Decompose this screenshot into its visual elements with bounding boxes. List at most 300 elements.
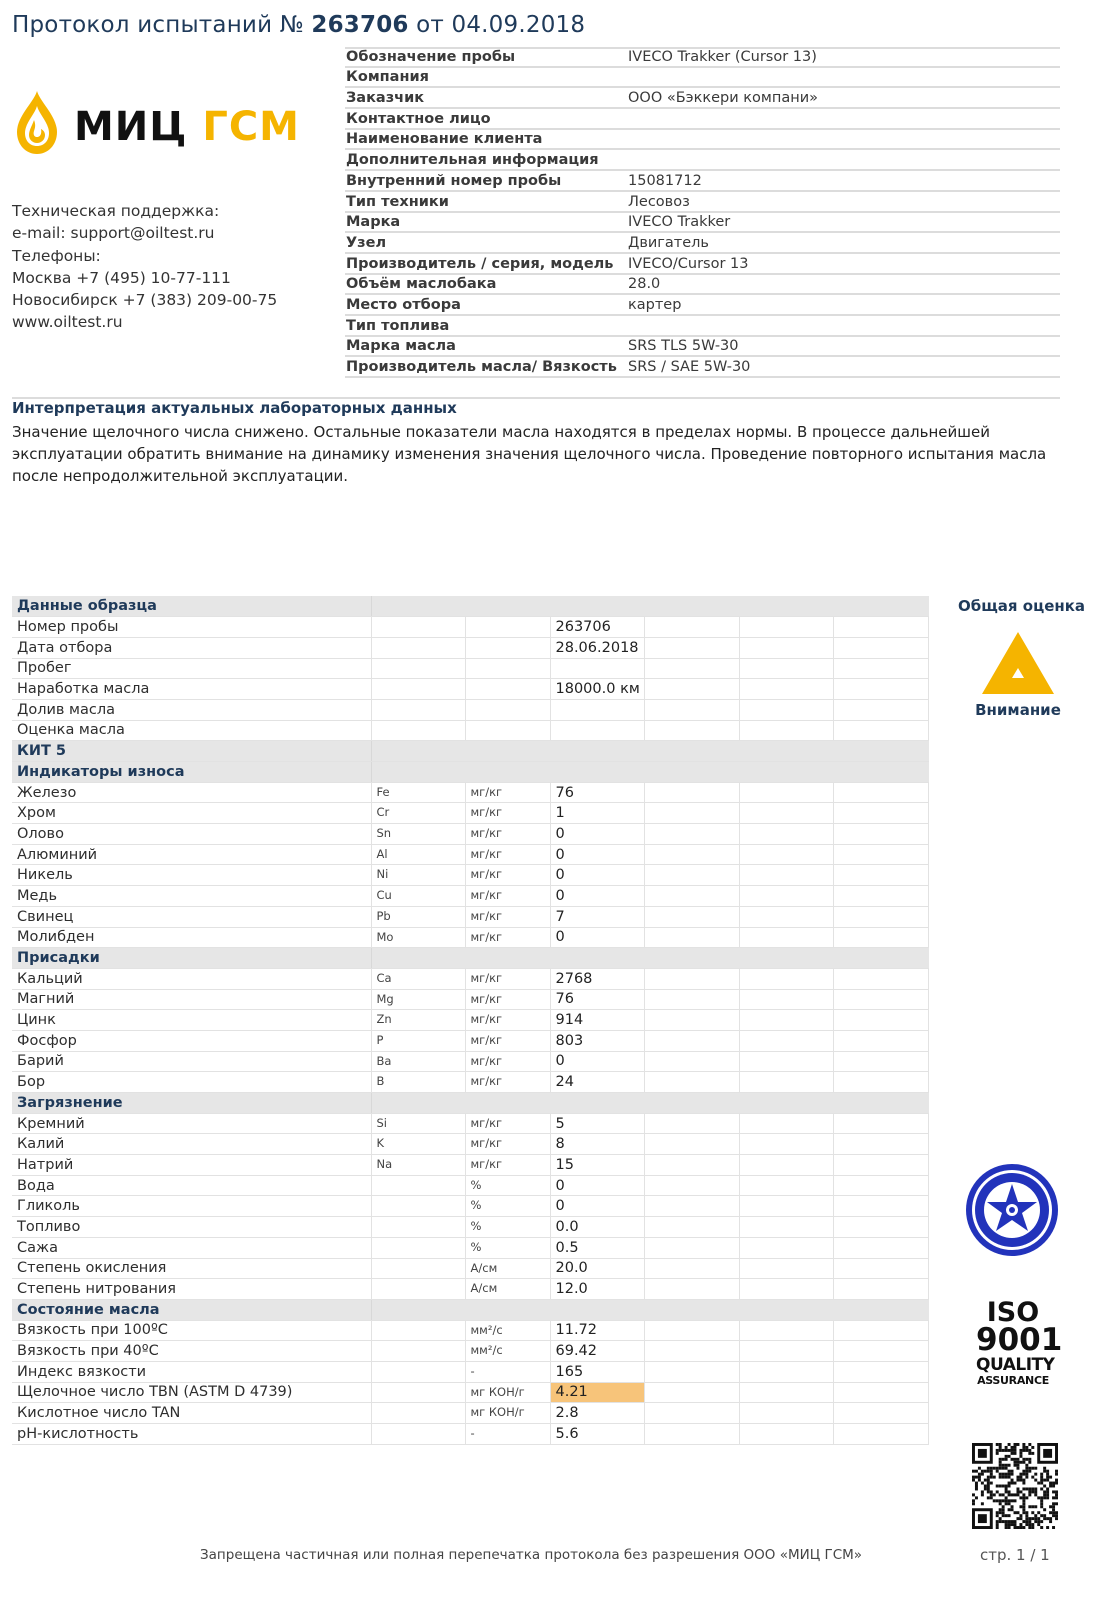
element-symbol [371,1320,465,1341]
empty-cell [739,1134,833,1155]
element-symbol: Mo [371,927,465,948]
empty-cell [833,1424,928,1445]
value-cell: 4.21 [550,1382,644,1403]
page-title: Протокол испытаний № 263706 от 04.09.2018 [12,12,586,38]
parameter-name: Кальций [12,968,371,989]
unit-cell: мг/кг [465,824,550,845]
overall-assessment-title: Общая оценка [958,597,1086,615]
parameter-name: Железо [12,782,371,803]
empty-cell [644,989,739,1010]
contact-line: Новосибирск +7 (383) 209-00-75 [12,291,278,310]
qr-code-icon [972,1443,1058,1529]
unit-cell: мг/кг [465,1072,550,1093]
element-symbol [371,617,465,638]
empty-cell [739,782,833,803]
empty-cell [833,948,928,969]
table-row [12,865,928,886]
section-header-row [12,596,928,617]
parameter-name: Степень нитрования [12,1279,371,1300]
empty-cell [833,989,928,1010]
element-symbol [371,1279,465,1300]
element-symbol: Ba [371,1051,465,1072]
table-row [12,699,928,720]
info-value: 15081712 [628,172,702,189]
empty-cell [833,1093,928,1114]
info-value: ООО «Бэккери компани» [628,90,819,107]
table-row [12,968,928,989]
empty-cell [644,699,739,720]
empty-cell [644,906,739,927]
parameter-name: Бор [12,1072,371,1093]
empty-cell [644,1113,739,1134]
empty-cell [644,844,739,865]
empty-cell [739,948,833,969]
element-symbol [371,1361,465,1382]
empty-cell [833,741,928,762]
empty-cell [833,927,928,948]
unit-cell: мг/кг [465,844,550,865]
empty-cell [739,1361,833,1382]
empty-cell [550,1093,644,1114]
empty-cell [739,1072,833,1093]
empty-cell [739,1217,833,1238]
empty-cell [739,699,833,720]
value-cell: 5 [550,1113,644,1134]
section-header-row [12,762,928,783]
table-row [12,1134,928,1155]
empty-cell [833,1341,928,1362]
empty-cell [644,948,739,969]
parameter-name: Магний [12,989,371,1010]
empty-cell [644,596,739,617]
contact-info [12,200,277,334]
empty-cell [644,1279,739,1300]
info-value: SRS TLS 5W-30 [628,338,739,355]
empty-cell [833,762,928,783]
empty-cell [371,596,465,617]
parameter-name: Дата отбора [12,637,371,658]
empty-cell [833,1382,928,1403]
element-symbol: P [371,1030,465,1051]
value-cell: 0.5 [550,1237,644,1258]
parameter-name: Индекс вязкости [12,1361,371,1382]
empty-cell [644,720,739,741]
element-symbol [371,699,465,720]
empty-cell [644,1237,739,1258]
element-symbol [371,1341,465,1362]
table-row [12,824,928,845]
unit-cell: мг/кг [465,927,550,948]
element-symbol [371,679,465,700]
unit-cell [465,637,550,658]
empty-cell [644,1196,739,1217]
empty-cell [833,679,928,700]
empty-cell [644,865,739,886]
table-row [12,1155,928,1176]
empty-cell [739,927,833,948]
empty-cell [550,948,644,969]
empty-cell [644,1051,739,1072]
element-symbol: K [371,1134,465,1155]
parameter-name: Номер пробы [12,617,371,638]
table-row [12,1258,928,1279]
parameter-name: Медь [12,886,371,907]
empty-cell [833,1279,928,1300]
value-cell: 11.72 [550,1320,644,1341]
parameter-name: Кислотное число TAN [12,1403,371,1424]
table-row [12,1072,928,1093]
unit-cell: мг/кг [465,803,550,824]
parameter-name: Вода [12,1175,371,1196]
unit-cell: мг КОН/г [465,1382,550,1403]
empty-cell [739,596,833,617]
certification-seal-icon [964,1162,1060,1258]
contact-line: www.oiltest.ru [12,313,123,332]
empty-cell [833,1010,928,1031]
empty-cell [644,658,739,679]
empty-cell [644,1361,739,1382]
empty-cell [739,1175,833,1196]
empty-cell [644,617,739,638]
unit-cell: - [465,1361,550,1382]
element-symbol [371,1424,465,1445]
empty-cell [644,1299,739,1320]
unit-cell: - [465,1424,550,1445]
info-label: Заказчик [346,90,425,107]
unit-cell: мг/кг [465,886,550,907]
unit-cell [465,699,550,720]
info-row [345,337,1060,358]
contact-line: Телефоны: [12,246,101,265]
parameter-name: Долив масла [12,699,371,720]
value-cell: 7 [550,906,644,927]
table-row [12,1341,928,1362]
value-cell: 8 [550,1134,644,1155]
page-number: стр. 1 / 1 [980,1546,1050,1564]
element-symbol [371,1175,465,1196]
table-row [12,989,928,1010]
empty-cell [833,968,928,989]
value-cell: 69.42 [550,1341,644,1362]
empty-cell [739,679,833,700]
table-row [12,1424,928,1445]
results-table [12,596,929,1445]
company-logo [12,88,312,158]
info-value: Двигатель [628,234,709,251]
empty-cell [739,1237,833,1258]
empty-cell [833,1030,928,1051]
unit-cell: А/см [465,1279,550,1300]
info-row [345,316,1060,337]
section-title: Индикаторы износа [12,762,371,783]
empty-cell [833,1134,928,1155]
element-symbol [371,1258,465,1279]
empty-cell [465,596,550,617]
element-symbol [371,1217,465,1238]
value-cell: 1 [550,803,644,824]
parameter-name: pH-кислотность [12,1424,371,1445]
value-cell: 28.06.2018 [550,637,644,658]
empty-cell [833,1051,928,1072]
empty-cell [833,824,928,845]
value-cell: 0 [550,927,644,948]
info-value: 28.0 [628,276,661,293]
unit-cell [465,617,550,638]
element-symbol [371,1196,465,1217]
empty-cell [739,886,833,907]
contact-line: Техническая поддержка: [12,202,220,220]
empty-cell [739,906,833,927]
empty-cell [739,1320,833,1341]
empty-cell [739,1403,833,1424]
info-value: IVECO Trakker [628,214,731,231]
table-row [12,1403,928,1424]
empty-cell [833,1258,928,1279]
info-label: Производитель / серия, модель [346,255,614,272]
info-row [345,192,1060,213]
value-cell: 0 [550,1051,644,1072]
value-cell: 18000.0 км [550,679,644,700]
info-value [628,334,1060,335]
empty-cell [833,1299,928,1320]
info-value [628,127,1060,128]
info-value [628,85,1060,86]
empty-cell [833,803,928,824]
parameter-name: Пробег [12,658,371,679]
logo-word-1: МИЦ [74,104,188,150]
table-row [12,1217,928,1238]
empty-cell [371,1093,465,1114]
empty-cell [833,865,928,886]
empty-cell [644,1382,739,1403]
info-row [345,275,1060,296]
info-row [345,171,1060,192]
section-title: КИТ 5 [12,741,371,762]
empty-cell [465,762,550,783]
info-value: Лесовоз [628,193,690,210]
empty-cell [644,741,739,762]
empty-cell [550,596,644,617]
info-label: Марка [346,214,401,231]
empty-cell [833,1113,928,1134]
info-row [345,233,1060,254]
value-cell [550,699,644,720]
table-row [12,617,928,638]
table-row [12,1237,928,1258]
unit-cell: мг/кг [465,865,550,886]
flame-drop-icon [12,88,62,158]
parameter-name: Алюминий [12,844,371,865]
empty-cell [739,1155,833,1176]
table-row [12,1279,928,1300]
empty-cell [739,658,833,679]
logo-word-2: ГСМ [202,104,300,150]
empty-cell [833,658,928,679]
section-header-row [12,948,928,969]
unit-cell [465,720,550,741]
unit-cell: мг/кг [465,1134,550,1155]
empty-cell [739,1279,833,1300]
empty-cell [644,762,739,783]
empty-cell [739,989,833,1010]
empty-cell [739,1341,833,1362]
empty-cell [644,1072,739,1093]
element-symbol: Si [371,1113,465,1134]
element-symbol: Ni [371,865,465,886]
empty-cell [833,1175,928,1196]
empty-cell [739,968,833,989]
empty-cell [739,803,833,824]
element-symbol [371,1382,465,1403]
empty-cell [644,679,739,700]
contact-line: e-mail: support@oiltest.ru [12,224,215,243]
unit-cell [465,658,550,679]
warning-triangle-icon [980,630,1056,696]
element-symbol: Sn [371,824,465,845]
info-value: IVECO Trakker (Cursor 13) [628,48,817,65]
empty-cell [644,1424,739,1445]
empty-cell [739,1382,833,1403]
value-cell: 24 [550,1072,644,1093]
empty-cell [465,741,550,762]
empty-cell [833,1072,928,1093]
unit-cell: мг/кг [465,1030,550,1051]
value-cell: 0.0 [550,1217,644,1238]
info-row [345,130,1060,151]
value-cell: 914 [550,1010,644,1031]
table-row [12,1196,928,1217]
empty-cell [371,948,465,969]
empty-cell [371,762,465,783]
empty-cell [644,1134,739,1155]
empty-cell [465,1093,550,1114]
table-row [12,720,928,741]
contact-line: Москва +7 (495) 10-77-111 [12,268,231,287]
parameter-name: Олово [12,824,371,845]
element-symbol: Pb [371,906,465,927]
value-cell: 0 [550,1175,644,1196]
parameter-name: Сажа [12,1237,371,1258]
empty-cell [644,1030,739,1051]
empty-cell [739,865,833,886]
info-label: Дополнительная информация [346,152,599,169]
parameter-name: Никель [12,865,371,886]
unit-cell: % [465,1217,550,1238]
empty-cell [739,824,833,845]
table-row [12,1382,928,1403]
info-row [345,295,1060,316]
empty-cell [833,720,928,741]
unit-cell: мм²/с [465,1341,550,1362]
info-label: Наименование клиента [346,131,543,148]
empty-cell [833,1403,928,1424]
value-cell: 12.0 [550,1279,644,1300]
empty-cell [644,968,739,989]
parameter-name: Щелочное число TBN (ASTM D 4739) [12,1382,371,1403]
parameter-name: Вязкость при 100ºС [12,1320,371,1341]
empty-cell [644,927,739,948]
parameter-name: Степень окисления [12,1258,371,1279]
table-row [12,782,928,803]
empty-cell [833,1155,928,1176]
parameter-name: Барий [12,1051,371,1072]
info-label: Тип техники [346,193,449,210]
empty-cell [550,1299,644,1320]
unit-cell: мг/кг [465,1010,550,1031]
empty-cell [371,741,465,762]
empty-cell [739,762,833,783]
value-cell [550,658,644,679]
info-label: Внутренний номер пробы [346,172,562,189]
empty-cell [833,637,928,658]
unit-cell: мм²/с [465,1320,550,1341]
element-symbol: Al [371,844,465,865]
element-symbol [371,637,465,658]
unit-cell: А/см [465,1258,550,1279]
empty-cell [644,637,739,658]
empty-cell [739,1093,833,1114]
unit-cell: мг/кг [465,1051,550,1072]
info-value: SRS / SAE 5W-30 [628,359,751,375]
section-header-row [12,741,928,762]
value-cell: 2768 [550,968,644,989]
info-label: Узел [346,234,387,251]
unit-cell: мг/кг [465,968,550,989]
empty-cell [739,617,833,638]
parameter-name: Фосфор [12,1030,371,1051]
section-header-row [12,1093,928,1114]
unit-cell: % [465,1237,550,1258]
value-cell: 263706 [550,617,644,638]
table-row [12,1051,928,1072]
element-symbol [371,720,465,741]
value-cell: 0 [550,1196,644,1217]
parameter-name: Гликоль [12,1196,371,1217]
unit-cell: мг КОН/г [465,1403,550,1424]
table-row [12,1175,928,1196]
unit-cell [465,679,550,700]
value-cell: 0 [550,844,644,865]
value-cell: 803 [550,1030,644,1051]
value-cell: 15 [550,1155,644,1176]
empty-cell [739,741,833,762]
empty-cell [833,1320,928,1341]
empty-cell [550,741,644,762]
value-cell: 76 [550,782,644,803]
element-symbol: Ca [371,968,465,989]
empty-cell [739,1113,833,1134]
info-value: картер [628,296,682,313]
info-label: Объём маслобака [346,276,497,293]
info-label: Компания [346,69,429,86]
element-symbol [371,1237,465,1258]
parameter-name: Хром [12,803,371,824]
empty-cell [371,1299,465,1320]
table-row [12,844,928,865]
element-symbol: Cu [371,886,465,907]
empty-cell [739,1299,833,1320]
empty-cell [833,1217,928,1238]
info-label: Производитель масла/ Вязкость [346,359,617,375]
unit-cell: мг/кг [465,782,550,803]
info-row [345,254,1060,275]
table-row [12,886,928,907]
empty-cell [644,1320,739,1341]
empty-cell [833,906,928,927]
element-symbol: Zn [371,1010,465,1031]
empty-cell [644,1341,739,1362]
section-title: Состояние масла [12,1299,371,1320]
